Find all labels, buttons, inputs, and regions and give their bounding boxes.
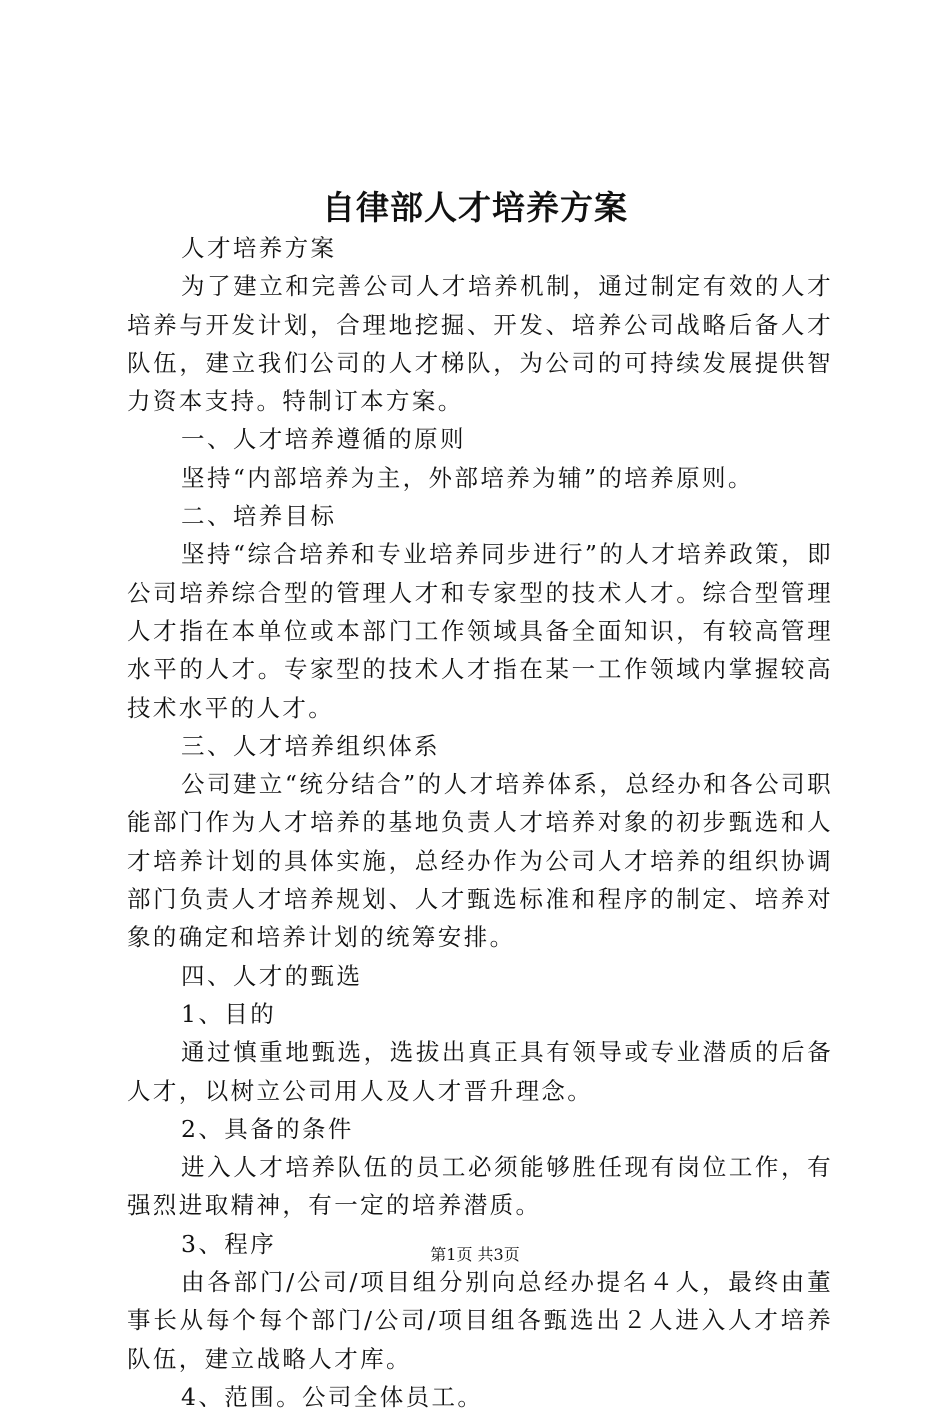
paragraph-organization: 公司建立“统分结合”的人才培养体系，总经办和各公司职能部门作为人才培养的基地负责人才培养对象的初步甄选和人才培养计划的具体实施，总经办作为公司人才培养的组织协调部门负责人才培养规划、人才甄选标准和程序的制定、培养对象的确定和培养计划的统筹安排。 [127,770,833,952]
section-heading-selection: 四、人才的甄选 [181,961,363,990]
paragraph-heading: 人才培养方案 [181,234,337,262]
section-heading-principles: 一、人才培养遵循的原则 [181,425,466,454]
subheading-conditions: 2、具备的条件 [181,1114,354,1143]
paragraph-goals: 坚持“综合培养和专业培养同步进行”的人才培养政策，即公司培养综合型的管理人才和专家型的技术人才。综合型管理人才指在本单位或本部门工作领域具备全面知识，有较高管理水平的人才。专家型的技术人才指在某一工作领域内掌握较高技术水平的人才。 [127,540,833,722]
subheading-purpose: 1、目的 [181,999,277,1028]
paragraph-purpose: 通过慎重地甄选，选拔出真正具有领导或专业潜质的后备人才，以树立公司用人及人才晋升理念。 [127,1038,833,1105]
paragraph-principles: 坚持“内部培养为主，外部培养为辅”的培养原则。 [181,463,754,492]
subheading-scope: 4、范围。公司全体员工。 [181,1382,484,1411]
document-body [127,229,833,1416]
section-heading-organization: 三、人才培养组织体系 [181,731,441,760]
paragraph-intro: 为了建立和完善公司人才培养机制，通过制定有效的人才培养与开发计划，合理地挖掘、开发、培养公司战略后备人才队伍，建立我们公司的人才梯队，为公司的可持续发展提供智力资本支持。特制订本方案。 [127,272,833,416]
subheading-procedure: 3、程序 [181,1229,277,1258]
document-title: 自律部人才培养方案 [322,188,628,227]
section-heading-goals: 二、培养目标 [181,502,337,531]
page-footer: 第1页 共3页 [430,1245,520,1264]
paragraph-procedure: 由各部门/公司/项目组分别向总经办提名４人，最终由董事长从每个每个部门/公司/项目组各甄选出２人进入人才培养队伍，建立战略人才库。 [127,1268,833,1373]
paragraph-conditions: 进入人才培养队伍的员工必须能够胜任现有岗位工作，有强烈进取精神，有一定的培养潜质。 [127,1153,833,1220]
